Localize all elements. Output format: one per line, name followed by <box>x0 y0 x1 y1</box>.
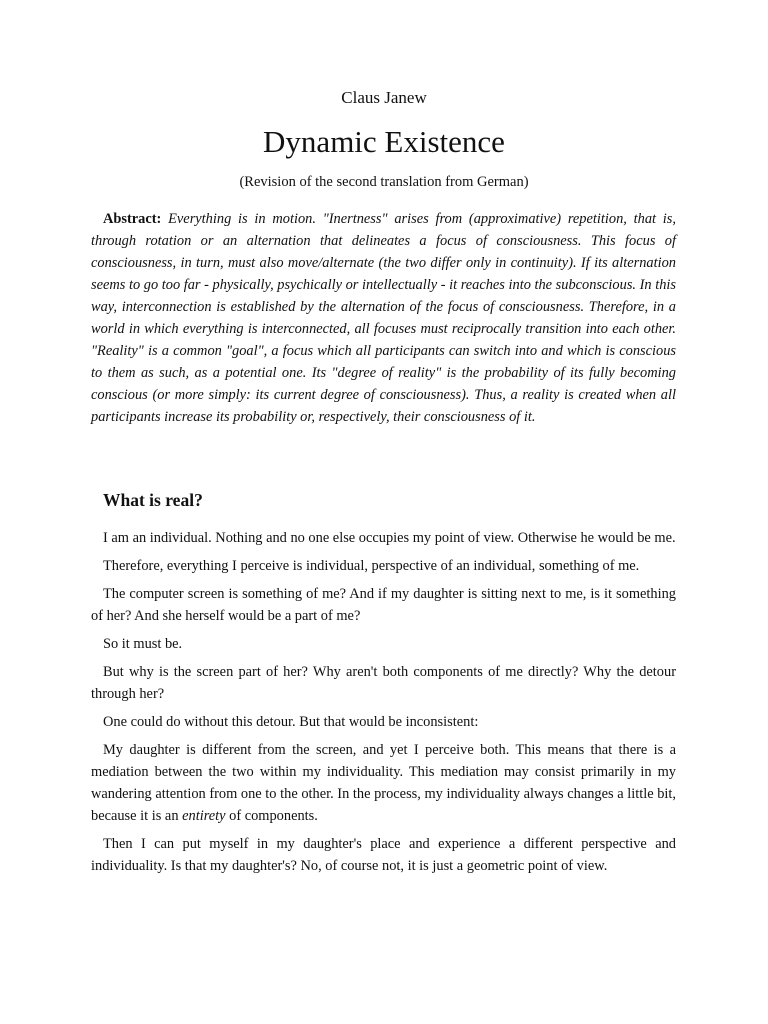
section-heading: What is real? <box>103 490 203 510</box>
paragraph: Then I can put myself in my daughter's place and experience a different perspective and individuality. Is that my daughter's? No, of course not, it is just a geometric point of view. <box>91 836 676 874</box>
abstract-text: Everything is in motion. "Inertness" arises from (approximative) repetition, that is, through rotation or an alternation that delineates a focus of consciousness. This focus of consciousness, in turn, must also move/alternate (the two differ only in continuity). If its alternation seems to go too far - physically, psychically or intellectually - it reaches into the subconscious. In this way, interconnection is established by the alternation of the focus of consciousness. Therefore, in a world in which everything is interconnected, all focuses must reciprocally transition into each other. "Reality" is a common "goal", a focus which all participants can switch into and which is conscious to them as such, as a potential one. Its "degree of reality" is the probability of its fully becoming conscious (or more simply: its current degree of consciousness). Thus, a reality is created when all participants increase its probability or, respectively, their consciousness of it. <box>91 211 676 425</box>
document-title: Dynamic Existence <box>263 124 505 159</box>
paragraph: The computer screen is something of me? And if my daughter is sitting next to me, is it something of her? And she herself would be a part of me? <box>91 586 676 624</box>
abstract-label: Abstract: <box>103 211 162 227</box>
body-text <box>91 527 676 883</box>
emphasis-text: entirety <box>182 808 226 824</box>
document-subtitle: (Revision of the second translation from German) <box>239 174 529 190</box>
author-name: Claus Janew <box>341 88 427 107</box>
paragraph: I am an individual. Nothing and no one else occupies my point of view. Otherwise he would be me. <box>103 530 676 546</box>
paragraph: Therefore, everything I perceive is individual, perspective of an individual, something of me. <box>103 558 640 574</box>
paragraph: But why is the screen part of her? Why aren't both components of me directly? Why the detour through her? <box>91 664 676 702</box>
paragraph <box>91 739 676 827</box>
paragraph-text: of components. <box>225 808 318 824</box>
abstract-paragraph <box>91 208 676 428</box>
paragraph: So it must be. <box>103 636 183 652</box>
paragraph-text: My daughter is different from the screen, and yet I perceive both. This means that there is a mediation between the two within my individuality. This mediation may consist primarily in my wandering attention from one to the other. In the process, my individuality always changes a little bit, because it is an <box>91 742 676 824</box>
paragraph: One could do without this detour. But that would be inconsistent: <box>103 714 479 730</box>
